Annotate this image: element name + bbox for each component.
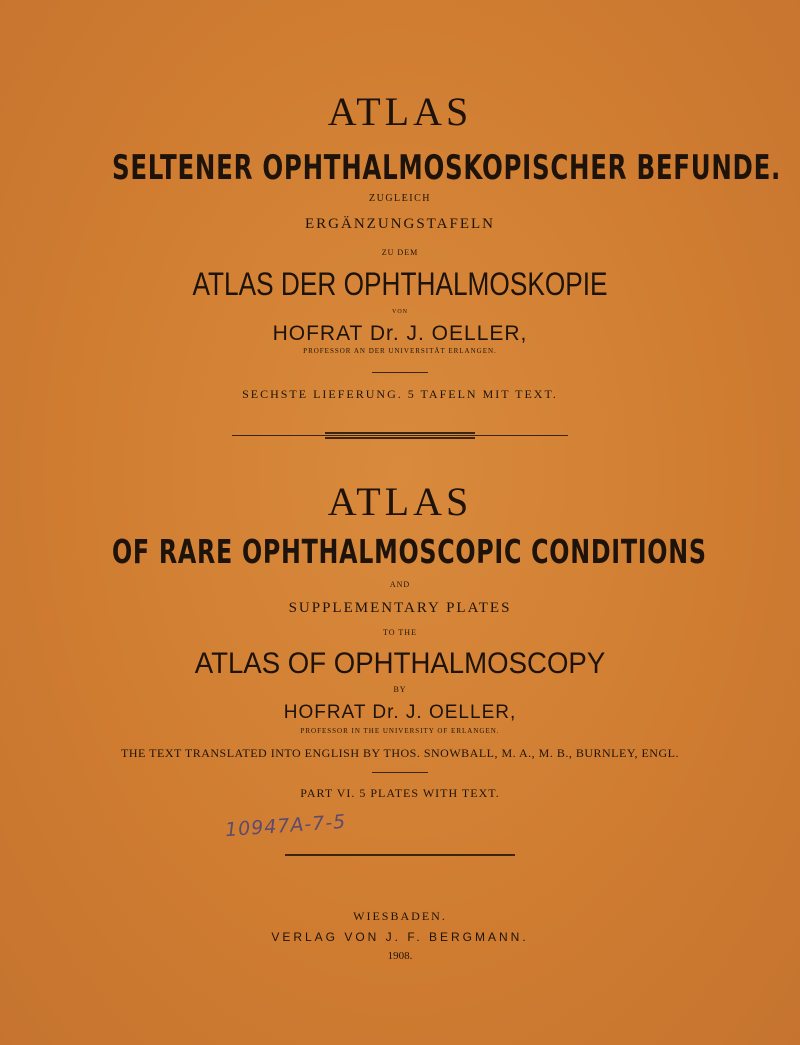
german-professor: PROFESSOR AN DER UNIVERSITÄT ERLANGEN. — [303, 347, 497, 355]
imprint-publisher: VERLAG VON J. F. BERGMANN. — [271, 930, 529, 944]
english-supplementary: SUPPLEMENTARY PLATES — [288, 600, 512, 616]
handwritten-note: 10947A-7-5 — [224, 810, 347, 842]
german-lieferung: SECHSTE LIEFERUNG. 5 TAFELN MIT TEXT. — [242, 387, 558, 401]
english-professor: PROFESSOR IN THE UNIVERSITY OF ERLANGEN. — [300, 727, 500, 735]
german-erganzung: ERGÄNZUNGSTAFELN — [305, 216, 495, 232]
german-author: HOFRAT Dr. J. OELLER, — [272, 322, 528, 345]
german-title: ATLAS — [327, 89, 473, 134]
divider-bottom — [285, 854, 515, 856]
english-author: HOFRAT Dr. J. OELLER, — [283, 702, 517, 723]
english-by: BY — [393, 685, 407, 694]
imprint-city: WIESBADEN. — [353, 909, 447, 923]
divider-long-thick-2 — [325, 437, 475, 439]
divider-short — [372, 372, 428, 373]
german-zu-dem: ZU DEM — [381, 248, 419, 257]
english-part: PART VI. 5 PLATES WITH TEXT. — [300, 786, 500, 800]
divider-long-thick — [325, 432, 475, 434]
english-and: AND — [389, 580, 411, 589]
english-to-the: TO THE — [383, 628, 417, 637]
english-atlas-of-wrap — [0, 647, 800, 681]
divider-long-thin — [232, 435, 568, 436]
imprint-year: 1908. — [387, 950, 413, 962]
divider-short-2 — [372, 772, 428, 773]
english-atlas-of: ATLAS OF OPHTHALMOSCOPY — [194, 647, 606, 680]
english-translated: THE TEXT TRANSLATED INTO ENGLISH BY THOS. SNOWBALL, M. A., M. B., BURNLEY, ENGL. — [121, 746, 679, 760]
german-zugleich: ZUGLEICH — [369, 193, 431, 204]
german-atlas-der: ATLAS DER OPHTHALMOSKOPIE — [192, 266, 608, 302]
german-atlas-der-wrap — [0, 266, 800, 303]
english-subtitle-wrap — [0, 532, 800, 571]
english-subtitle: OF RARE OPHTHALMOSCOPIC CONDITIONS — [112, 532, 707, 571]
english-title: ATLAS — [327, 479, 473, 524]
german-subtitle: SELTENER OPHTHALMOSKOPISCHER BEFUNDE. — [112, 148, 782, 188]
german-von: VON — [392, 309, 408, 315]
german-subtitle-wrap — [0, 148, 800, 188]
